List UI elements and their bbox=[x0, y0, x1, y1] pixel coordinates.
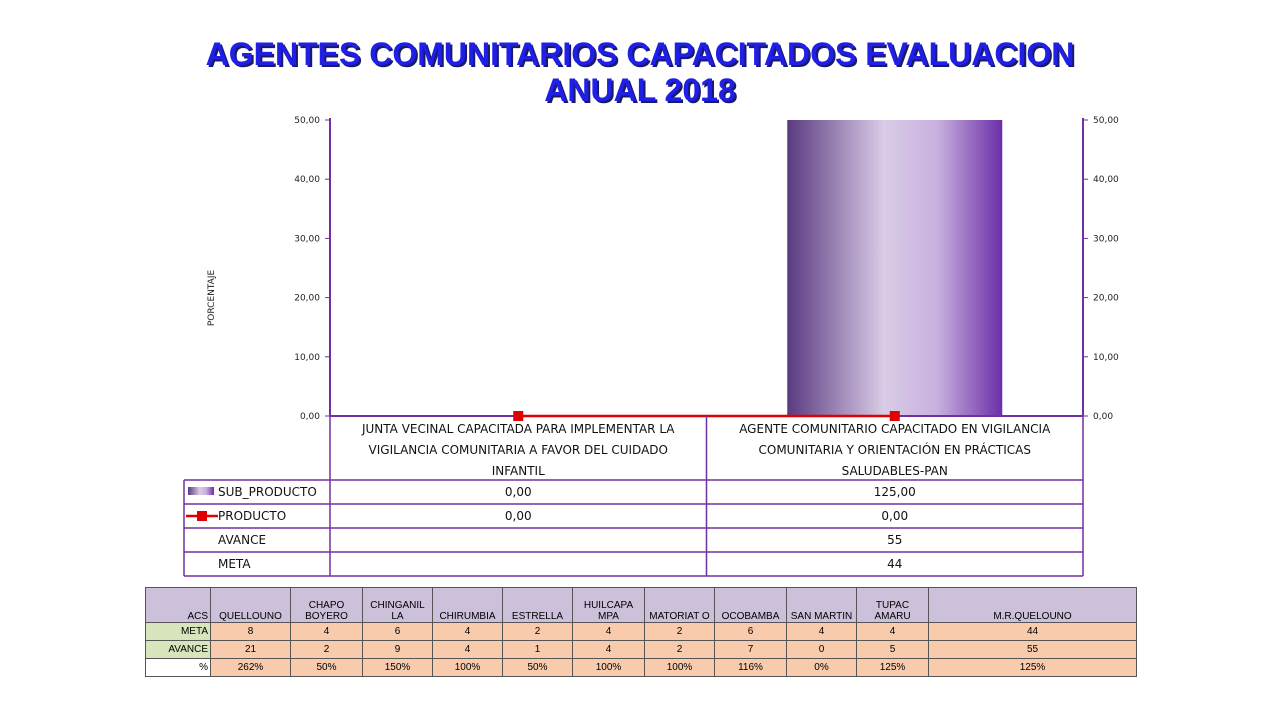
y-tick-label-right: 10,00 bbox=[1093, 352, 1119, 363]
table-cell: 8 bbox=[211, 623, 291, 641]
data-label: 125,00 bbox=[873, 485, 916, 499]
table-cell: 125% bbox=[857, 659, 929, 677]
table-cell: 125% bbox=[929, 659, 1137, 677]
column-header: CHIRUMBIA bbox=[433, 588, 503, 623]
y-tick-label: 0,00 bbox=[299, 412, 320, 422]
bar bbox=[787, 120, 1002, 416]
table-cell: 116% bbox=[715, 659, 787, 677]
legend-entry: SUB_PRODUCTO bbox=[218, 485, 317, 499]
y-tick-label: 40,00 bbox=[294, 175, 320, 186]
x-tick-label: INFANTIL bbox=[491, 464, 545, 478]
column-header: ESTRELLA bbox=[503, 588, 573, 623]
legend-entry: META bbox=[218, 557, 251, 571]
table-row bbox=[146, 659, 1137, 677]
x-tick-label: COMUNITARIA Y ORIENTACIÓN EN PRÁCTICAS bbox=[758, 443, 1031, 457]
data-label: 0,00 bbox=[881, 509, 909, 523]
line-point bbox=[513, 411, 523, 421]
row-label: META bbox=[146, 623, 211, 641]
table-cell: 7 bbox=[715, 641, 787, 659]
column-header: M.R.QUELOUNO bbox=[929, 588, 1137, 623]
table-cell: 55 bbox=[929, 641, 1137, 659]
data-label: 0,00 bbox=[504, 509, 532, 523]
table-cell: 150% bbox=[363, 659, 433, 677]
data-label: 0,00 bbox=[504, 485, 532, 499]
table-cell: 5 bbox=[857, 641, 929, 659]
title-line-2: ANUAL 2018 bbox=[544, 72, 736, 108]
y-tick-label-right: 30,00 bbox=[1093, 234, 1119, 245]
table-cell: 0 bbox=[787, 641, 857, 659]
column-header: CHINGANIL LA bbox=[363, 588, 433, 623]
column-header: SAN MARTIN bbox=[787, 588, 857, 623]
line-point bbox=[890, 411, 900, 421]
table-cell: 100% bbox=[433, 659, 503, 677]
x-tick-label: AGENTE COMUNITARIO CAPACITADO EN VIGILANCIA bbox=[739, 422, 1051, 436]
table-cell: 2 bbox=[291, 641, 363, 659]
legend-key-sub-producto bbox=[188, 487, 214, 495]
table-cell: 4 bbox=[573, 641, 645, 659]
table-cell: 9 bbox=[363, 641, 433, 659]
table-cell: 100% bbox=[573, 659, 645, 677]
table-cell: 50% bbox=[291, 659, 363, 677]
y-tick-label-right: 40,00 bbox=[1093, 175, 1119, 186]
y-tick-label: 10,00 bbox=[294, 352, 320, 363]
column-header: TUPAC AMARU bbox=[857, 588, 929, 623]
column-header: HUILCAPA MPA bbox=[573, 588, 645, 623]
x-tick-label: SALUDABLES-PAN bbox=[841, 464, 948, 478]
column-header: QUELLOUNO bbox=[211, 588, 291, 623]
legend-entry: PRODUCTO bbox=[218, 509, 287, 523]
x-tick-label: VIGILANCIA COMUNITARIA A FAVOR DEL CUIDADO bbox=[368, 443, 668, 457]
table-cell: 2 bbox=[645, 623, 715, 641]
y-tick-label: 30,00 bbox=[294, 234, 320, 245]
y-axis-label: PORCENTAJE bbox=[207, 269, 217, 327]
column-header: OCOBAMBA bbox=[715, 588, 787, 623]
row-label: % bbox=[146, 659, 211, 677]
table-cell: 2 bbox=[645, 641, 715, 659]
legend-key-marker bbox=[197, 511, 207, 521]
y-tick-label: 20,00 bbox=[294, 293, 320, 304]
x-tick-label: JUNTA VECINAL CAPACITADA PARA IMPLEMENTAR LA bbox=[361, 422, 675, 436]
table-cell: 4 bbox=[573, 623, 645, 641]
column-header: CHAPO BOYERO bbox=[291, 588, 363, 623]
table-cell: 2 bbox=[503, 623, 573, 641]
table-cell: 6 bbox=[715, 623, 787, 641]
table-cell: 1 bbox=[503, 641, 573, 659]
table-cell: 0% bbox=[787, 659, 857, 677]
table-cell: 4 bbox=[433, 641, 503, 659]
column-header: ACS bbox=[146, 588, 211, 623]
y-tick-label-right: 0,00 bbox=[1093, 412, 1114, 422]
column-header: MATORIAT O bbox=[645, 588, 715, 623]
table-cell: 4 bbox=[787, 623, 857, 641]
table-cell: 21 bbox=[211, 641, 291, 659]
data-label: 55 bbox=[887, 533, 903, 547]
table-cell: 4 bbox=[291, 623, 363, 641]
acs-table bbox=[145, 587, 1137, 677]
title-line-1: AGENTES COMUNITARIOS CAPACITADOS EVALUACION bbox=[205, 36, 1075, 72]
table-cell: 6 bbox=[363, 623, 433, 641]
table-cell: 4 bbox=[433, 623, 503, 641]
table-row bbox=[146, 623, 1137, 641]
data-label: 44 bbox=[887, 557, 903, 571]
legend-entry: AVANCE bbox=[218, 533, 267, 547]
y-tick-label-right: 20,00 bbox=[1093, 293, 1119, 304]
table-cell: 44 bbox=[929, 623, 1137, 641]
table-cell: 50% bbox=[503, 659, 573, 677]
y-tick-label: 50,00 bbox=[294, 116, 320, 126]
y-tick-label-right: 50,00 bbox=[1093, 116, 1119, 126]
table-cell: 4 bbox=[857, 623, 929, 641]
table-row bbox=[146, 641, 1137, 659]
table-cell: 262% bbox=[211, 659, 291, 677]
row-label: AVANCE bbox=[146, 641, 211, 659]
table-cell: 100% bbox=[645, 659, 715, 677]
